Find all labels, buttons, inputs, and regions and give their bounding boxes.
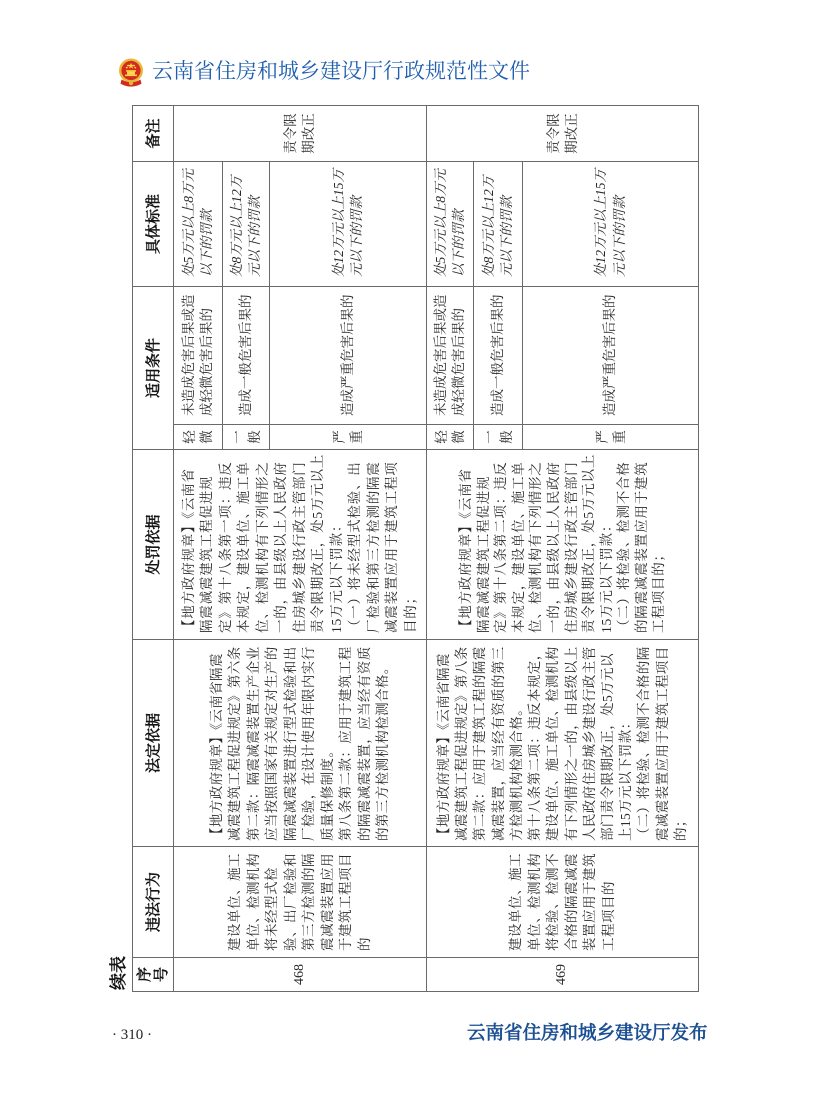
cell-severity-level: 一般 [474,425,523,450]
cell-penalty-standard: 处8万元以上12万 元以下的罚款 [474,161,523,286]
cell-legal-basis: 【地方政府规章】《云南省隔震 减震建筑工程促进规定》第六条 第二款：隔震减震装置生产企业 应当按照国家有关规定对生产的 隔震减震装置进行型式检验和出 厂检验，在设计使用年限内实行 质量保修制度。 第八条第二款：应用于建筑工程 的隔震减震装置，应当经有资质 的第三方检测机构检测合格。 [174,640,427,847]
col-header-condition: 适用条件 [133,286,174,449]
cell-condition: 未造成危害后果或造 成轻微危害后果的 [427,286,474,424]
cell-violation: 建设单位、施工 单位、检测机构 将未经型式检 验、出厂检验和 第三方检测的隔 震减震装置应用 于建筑工程项目 的 [174,847,427,958]
col-header-violation: 违法行为 [133,847,174,958]
col-header-penalty-basis: 处罚依据 [133,450,174,640]
cell-condition: 造成严重危害后果的 [270,286,427,424]
cell-penalty-standard: 处5万元以上8万元 以下的罚款 [427,161,474,286]
table-row [427,105,474,991]
footer-publisher: 云南省住房和城乡建设厅发布 [467,1023,708,1044]
col-header-serial-no: 序号 [133,958,174,992]
table-header-row [133,105,174,991]
page-number: · 310 · [112,1027,152,1043]
col-header-legal-basis: 法定依据 [133,640,174,847]
cell-remark: 责令限期改正 [427,105,699,161]
col-header-penalty-standard: 具体标准 [133,161,174,286]
cell-condition: 造成一般危害后果的 [474,286,523,424]
cell-severity-level: 轻微 [427,425,474,450]
cell-condition: 造成一般危害后果的 [223,286,270,424]
rotated-table-block [109,106,698,992]
cell-penalty-standard: 处12万元以上15万 元以下的罚款 [270,161,427,286]
col-header-remark: 备注 [133,105,174,161]
cell-severity-level: 严重 [523,425,699,450]
header-title: 云南省住房和城乡建设厅行政规范性文件 [152,59,530,83]
cell-serial-no: 468 [174,958,427,992]
cell-severity-level: 轻微 [174,425,223,450]
cell-condition: 造成严重危害后果的 [523,286,699,424]
penalty-standards-table [132,105,699,992]
table-caption: 续表 [109,956,129,990]
cell-serial-no: 469 [427,958,699,992]
cell-violation: 建设单位、施工 单位、检测机构 将检验、检测不 合格的隔震减震 装置应用于建筑 工程项目的 [427,847,699,958]
emblem-graphic [118,58,144,88]
cell-severity-level: 严重 [270,425,427,450]
cell-penalty-basis: 【地方政府规章】《云南省 隔震减震建筑工程促进规 定》第十八条第二项：违反 本规定，建设单位、施工单 位、检测机构有下列情形之 一的，由县级以上人民政府 住房城乡建设行政主管部门 责令限期改正，处5万元以上 15万元以下罚款： （二）将检验、检测不合格 的隔震减震装置应用于建筑 工程项目的； [427,450,699,640]
cell-penalty-standard: 处5万元以上8万元 以下的罚款 [174,161,223,286]
cell-condition: 未造成危害后果或造 成轻微危害后果的 [174,286,223,424]
cell-penalty-basis: 【地方政府规章】《云南省 隔震减震建筑工程促进规 定》第十八条第一项：违反 本规定，建设单位、施工单 位、检测机构有下列情形之 一的，由县级以上人民政府 住房城乡建设行政主管部门 责令限期改正，处5万元以上 15万元以下罚款： （一）将未经型式检验、出 厂检验和第三方检测的隔震 减震装置应用于建筑工程项 目的； [174,450,427,640]
table-row [174,105,223,991]
cell-penalty-standard: 处12万元以上15万 元以下的罚款 [523,161,699,286]
cell-remark: 责令限期改正 [174,105,427,161]
cell-penalty-standard: 处8万元以上12万 元以下的罚款 [223,161,270,286]
cell-severity-level: 一般 [223,425,270,450]
national-emblem-icon [118,58,144,88]
cell-legal-basis: 【地方政府规章】《云南省隔震 减震建筑工程促进规定》第八条 第二款：应用于建筑工程的隔震 减震装置，应当经有资质的第三 方检测机构检测合格。 第十八条第二项：违反本规定， 建设单位、施工单位、检测机构 有下列情形之一的，由县级以上 人民政府住房城乡建设行政主管 部门责令限期改正，处5万元以 上15万元以下罚款： （二）将检验、检测不合格的隔 震减震装置应用于建筑工程项目 的； [427,640,699,847]
